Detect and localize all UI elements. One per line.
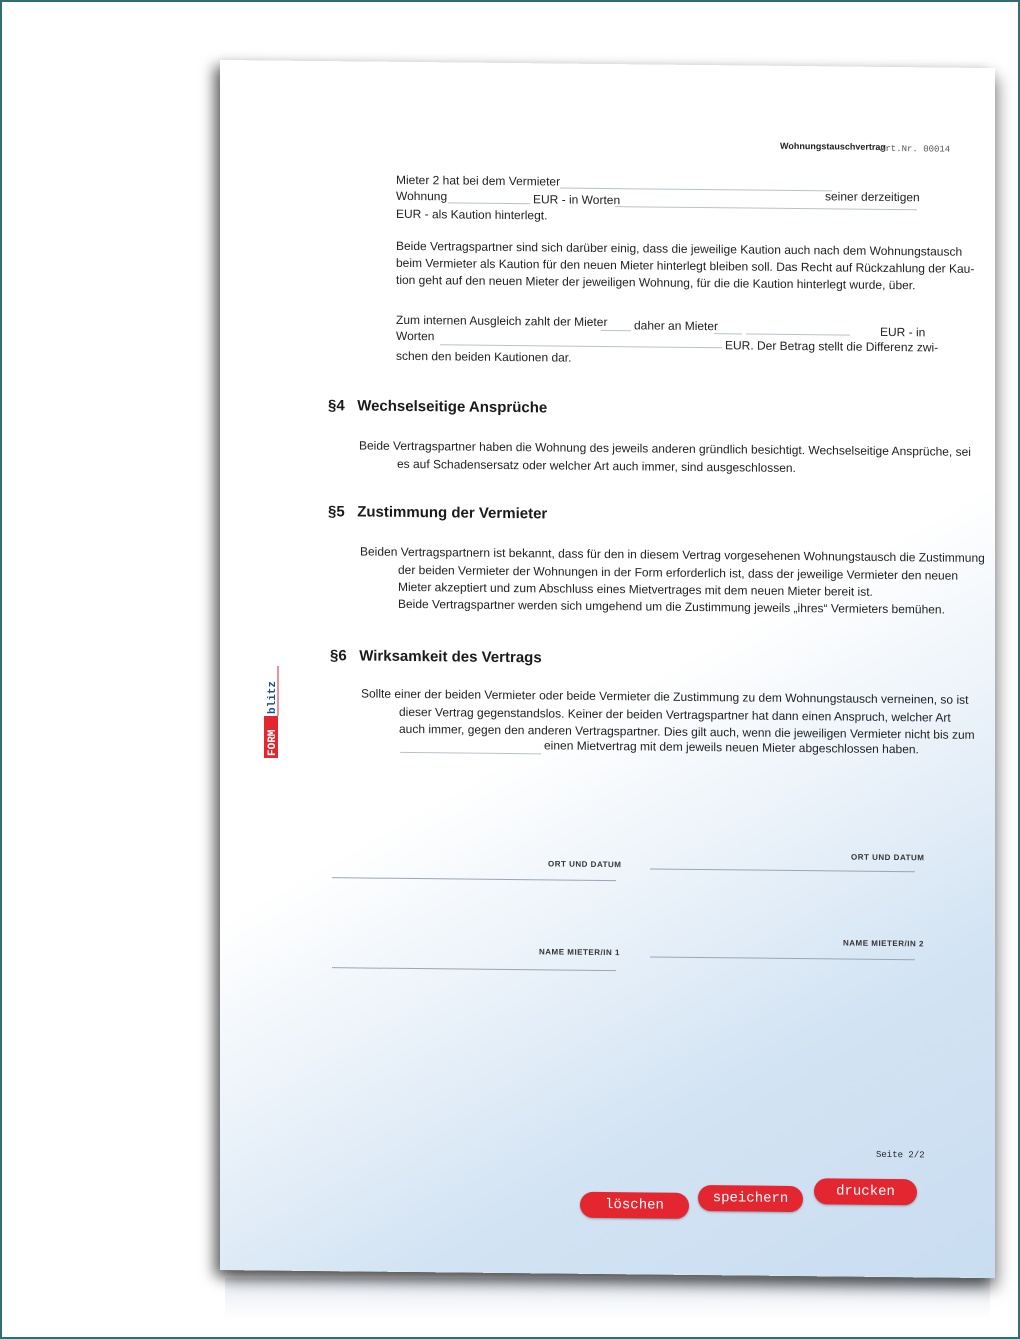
- deposit-para-2c: EUR - in: [880, 324, 926, 340]
- deposit-para-1-line-3: tion geht auf den neuen Mieter der jeweiligen Wohnung, für die die Kaution hinterlegt wurde, über.: [396, 272, 916, 293]
- deposit-para-1-line-2: beim Vermieter als Kaution für den neuen Mieter hinterlegt bleiben soll. Das Recht auf Rückzahlung der Kau-: [396, 255, 975, 276]
- landlord-field[interactable]: [560, 188, 832, 192]
- delete-button[interactable]: löschen: [580, 1192, 689, 1219]
- section-4-line-2: es auf Schadensersatz oder welcher Art auch immer, sind ausgeschlossen.: [397, 456, 796, 476]
- print-button[interactable]: drucken: [814, 1178, 917, 1205]
- deposit-amount-field[interactable]: [448, 202, 530, 204]
- place-date-label-1: ORT UND DATUM: [548, 859, 622, 870]
- tenant-signature-line-2[interactable]: [650, 957, 915, 961]
- section-5-line-4: Beide Vertragspartner werden sich umgehend um die Zustimmung jeweils „ihres“ Vermieters bemühen.: [398, 596, 945, 617]
- section-4-title: Wechselseitige Ansprüche: [357, 397, 548, 417]
- tenant-signature-line-1[interactable]: [332, 967, 616, 971]
- place-date-line-2[interactable]: [650, 869, 915, 873]
- balance-amount-field[interactable]: [746, 334, 850, 336]
- section-6-line-3: auch immer, gegen den anderen Vertragspartner. Dies gilt auch, wenn die jeweiligen Vermieter nicht bis zum: [399, 721, 975, 742]
- section-4-number: §4: [328, 397, 345, 415]
- deposit-para-1-line-1: Beide Vertragspartner sind sich darüber einig, dass die jeweilige Kaution auch nach dem Wohnungstausch: [396, 238, 963, 259]
- section-6-title: Wirksamkeit des Vertrags: [359, 647, 542, 667]
- deposit-line-2b: EUR - in Worten: [533, 192, 621, 208]
- formblitz-logo: [263, 664, 279, 759]
- section-6-line-1: Sollte einer der beiden Vermieter oder beide Vermieter die Zustimmung zu dem Wohnungstausch verneinen, so ist: [361, 686, 969, 707]
- section-5-line-1: Beiden Vertragspartnern ist bekannt, dass für den in diesem Vertrag vorgesehenen Wohnungstausch die Zustimmung: [360, 544, 985, 566]
- save-button[interactable]: speichern: [698, 1185, 803, 1212]
- deposit-para-2a: Zum internen Ausgleich zahlt der Mieter: [396, 312, 608, 330]
- section-4-line-1: Beide Vertragspartner haben die Wohnung des jeweils anderen gründlich besichtigt. Wechselseitige Ansprüche, sei: [359, 438, 971, 459]
- deposit-line-2c: seiner derzeitigen: [825, 189, 920, 205]
- payee-field[interactable]: [714, 333, 742, 334]
- logo-blitz-text: blitz: [267, 680, 279, 714]
- section-4-heading: [328, 397, 547, 416]
- logo-form-text: FORM: [267, 729, 279, 756]
- page-reflection: [225, 1278, 990, 1320]
- place-date-label-2: ORT UND DATUM: [851, 852, 925, 863]
- deadline-date-field[interactable]: [400, 752, 541, 754]
- deposit-para-2d: Worten: [396, 328, 435, 344]
- page-number: Seite 2/2: [876, 1149, 925, 1161]
- deposit-line-3: EUR - als Kaution hinterlegt.: [396, 206, 548, 223]
- section-5-number: §5: [328, 503, 345, 521]
- tenant-name-label-2: NAME MIETER/IN 2: [843, 938, 924, 949]
- deposit-words-field[interactable]: [615, 206, 917, 210]
- section-6-line-2: dieser Vertrag gegenstandslos. Keiner der beiden Vertragspartner hat dann einen Anspruch, welcher Art: [399, 704, 951, 725]
- deposit-para-2f: schen den beiden Kautionen dar.: [396, 348, 572, 365]
- deposit-para-2b: daher an Mieter: [634, 318, 719, 334]
- section-5-heading: [328, 503, 547, 522]
- section-5-line-2: der beiden Vermieter der Wohnungen in der Form erforderlich ist, dass der jeweilige Vermieter den neuen: [398, 562, 959, 583]
- place-date-line-1[interactable]: [332, 877, 616, 881]
- section-5-title: Zustimmung der Vermieter: [357, 503, 548, 523]
- deposit-para-2e: EUR. Der Betrag stellt die Differenz zwi-: [725, 338, 939, 355]
- document-page: [220, 60, 995, 1278]
- doc-title: Wohnungstauschvertrag: [780, 140, 886, 152]
- section-6-number: §6: [330, 647, 347, 665]
- deposit-line-1: Mieter 2 hat bei dem Vermieter: [396, 172, 561, 189]
- section-6-heading: [330, 647, 542, 666]
- payer-field[interactable]: [601, 330, 631, 331]
- balance-words-field[interactable]: [440, 344, 722, 348]
- tenant-name-label-1: NAME MIETER/IN 1: [539, 947, 620, 958]
- section-5-line-3: Mieter akzeptiert und zum Abschluss eines Mietvertrages mit dem neuen Mieter bereit ist.: [398, 579, 873, 599]
- section-6-line-4: einen Mietvertrag mit dem jeweils neuen Mieter abgeschlossen haben.: [544, 738, 919, 757]
- deposit-line-2a: Wohnung: [396, 188, 448, 204]
- article-number: Art.Nr. 00014: [880, 143, 951, 155]
